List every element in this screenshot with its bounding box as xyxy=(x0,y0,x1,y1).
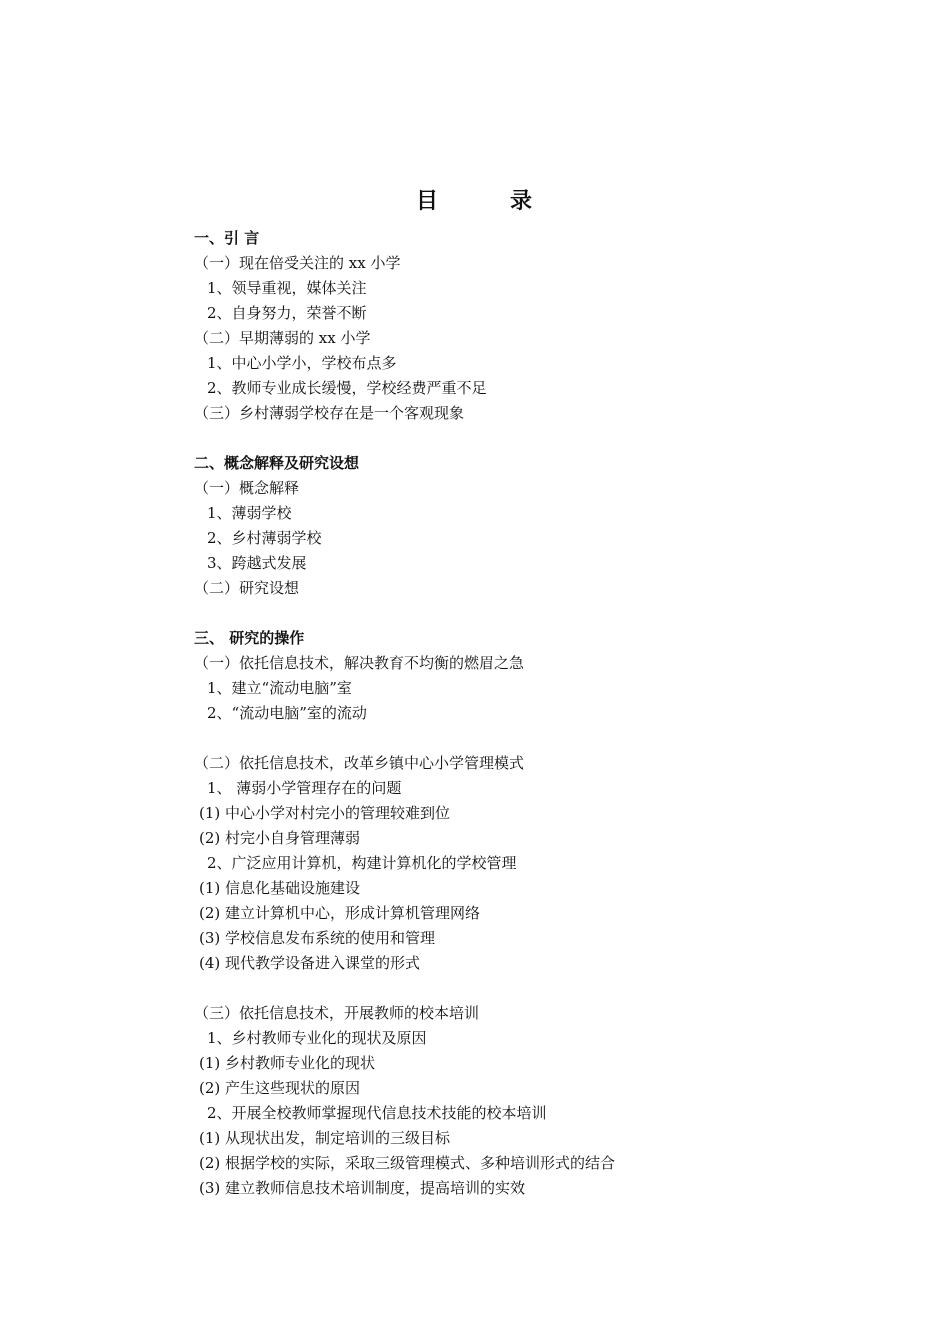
toc-entry-text: 2、乡村薄弱学校 xyxy=(207,529,322,547)
toc-entry-text: 1、领导重视，媒体关注 xyxy=(207,279,367,297)
toc-entry-text: （一）依托信息技术，解决教育不均衡的燃眉之急 xyxy=(194,654,525,672)
toc-entry-h3 xyxy=(0,701,950,726)
toc-entry-text: (2) 产生这些现状的原因 xyxy=(199,1079,361,1097)
toc-entry-h3 xyxy=(0,526,950,551)
toc-entry-h2 xyxy=(0,401,950,426)
toc-entry-text: 一、引 言 xyxy=(194,229,260,247)
title-char-left: 目 xyxy=(415,188,440,214)
toc-entry-h3 xyxy=(0,1026,950,1051)
toc-entry-text: （三）乡村薄弱学校存在是一个客观现象 xyxy=(194,404,465,422)
toc-entry-h3 xyxy=(0,551,950,576)
toc-entry-text: 3、跨越式发展 xyxy=(207,554,307,572)
toc-entry-text: (3) 学校信息发布系统的使用和管理 xyxy=(199,929,436,947)
toc-entry-text: (2) 村完小自身管理薄弱 xyxy=(199,829,361,847)
toc-entry-text: (1) 从现状出发，制定培训的三级目标 xyxy=(199,1129,451,1147)
toc-entry-text: (2) 建立计算机中心，形成计算机管理网络 xyxy=(199,904,481,922)
toc-entry-h2 xyxy=(0,576,950,601)
blank-line xyxy=(0,976,950,1001)
toc-entry-text: （一）概念解释 xyxy=(194,479,300,497)
toc-entry-text: 三、 研究的操作 xyxy=(194,629,305,647)
toc-entry-text: 2、“流动电脑”室的流动 xyxy=(207,704,367,722)
toc-entry-text: 2、教师专业成长缓慢，学校经费严重不足 xyxy=(207,379,487,397)
toc-entry-text: 2、自身努力，荣誉不断 xyxy=(207,304,367,322)
toc-entry-text: 1、建立“流动电脑”室 xyxy=(207,679,352,697)
toc-entry-h1 xyxy=(0,226,950,251)
toc-entry-text: (1) 信息化基础设施建设 xyxy=(199,879,361,897)
toc-entry-text: 2、广泛应用计算机，构建计算机化的学校管理 xyxy=(207,854,517,872)
toc-entry-h4 xyxy=(0,801,950,826)
toc-entry-text: 二、概念解释及研究设想 xyxy=(194,454,360,472)
toc-entry-h3 xyxy=(0,376,950,401)
toc-entry-h2 xyxy=(0,476,950,501)
toc-entry-h3 xyxy=(0,851,950,876)
toc-entry-text: (1) 中心小学对村完小的管理较难到位 xyxy=(199,804,451,822)
toc-entry-h2 xyxy=(0,651,950,676)
toc-entry-h4 xyxy=(0,1076,950,1101)
toc-entry-h4 xyxy=(0,1151,950,1176)
toc-entry-h3 xyxy=(0,1101,950,1126)
blank-line xyxy=(0,726,950,751)
toc-entry-h3 xyxy=(0,776,950,801)
toc-entry-text: 1、 薄弱小学管理存在的问题 xyxy=(207,779,402,797)
toc-entry-text: 1、中心小学小，学校布点多 xyxy=(207,354,397,372)
toc-entry-text: (4) 现代教学设备进入课堂的形式 xyxy=(199,954,421,972)
toc-entry-h1 xyxy=(0,451,950,476)
blank-line xyxy=(0,426,950,451)
toc-entry-h2 xyxy=(0,326,950,351)
toc-entry-text: 1、乡村教师专业化的现状及原因 xyxy=(207,1029,427,1047)
toc-entry-h3 xyxy=(0,351,950,376)
toc-entry-text: （三）依托信息技术，开展教师的校本培训 xyxy=(194,1004,480,1022)
toc-entry-h4 xyxy=(0,1051,950,1076)
blank-line xyxy=(0,601,950,626)
toc-entry-h1 xyxy=(0,626,950,651)
toc-entry-text: （二）研究设想 xyxy=(194,579,300,597)
toc-entry-h4 xyxy=(0,1126,950,1151)
toc-entry-h4 xyxy=(0,876,950,901)
toc-entry-h4 xyxy=(0,926,950,951)
toc-entry-h4 xyxy=(0,951,950,976)
toc-entry-h2 xyxy=(0,251,950,276)
toc-entry-text: （二）依托信息技术，改革乡镇中心小学管理模式 xyxy=(194,754,525,772)
table-of-contents xyxy=(0,226,950,1201)
toc-entry-h4 xyxy=(0,901,950,926)
page-title xyxy=(0,184,950,215)
toc-entry-h3 xyxy=(0,501,950,526)
toc-entry-h2 xyxy=(0,751,950,776)
toc-entry-text: 1、薄弱学校 xyxy=(207,504,292,522)
toc-entry-text: (3) 建立教师信息技术培训制度，提高培训的实效 xyxy=(199,1179,526,1197)
toc-entry-text: 2、开展全校教师掌握现代信息技术技能的校本培训 xyxy=(207,1104,547,1122)
toc-entry-h3 xyxy=(0,301,950,326)
toc-entry-text: (1) 乡村教师专业化的现状 xyxy=(199,1054,376,1072)
toc-entry-text: （一）现在倍受关注的 xx 小学 xyxy=(194,254,401,272)
toc-entry-text: (2) 根据学校的实际，采取三级管理模式、多种培训形式的结合 xyxy=(199,1154,616,1172)
toc-entry-h3 xyxy=(0,676,950,701)
toc-entry-text: （二）早期薄弱的 xx 小学 xyxy=(194,329,371,347)
toc-entry-h4 xyxy=(0,1176,950,1201)
toc-entry-h2 xyxy=(0,1001,950,1026)
toc-entry-h3 xyxy=(0,276,950,301)
toc-entry-h4 xyxy=(0,826,950,851)
title-char-right: 录 xyxy=(510,188,535,214)
